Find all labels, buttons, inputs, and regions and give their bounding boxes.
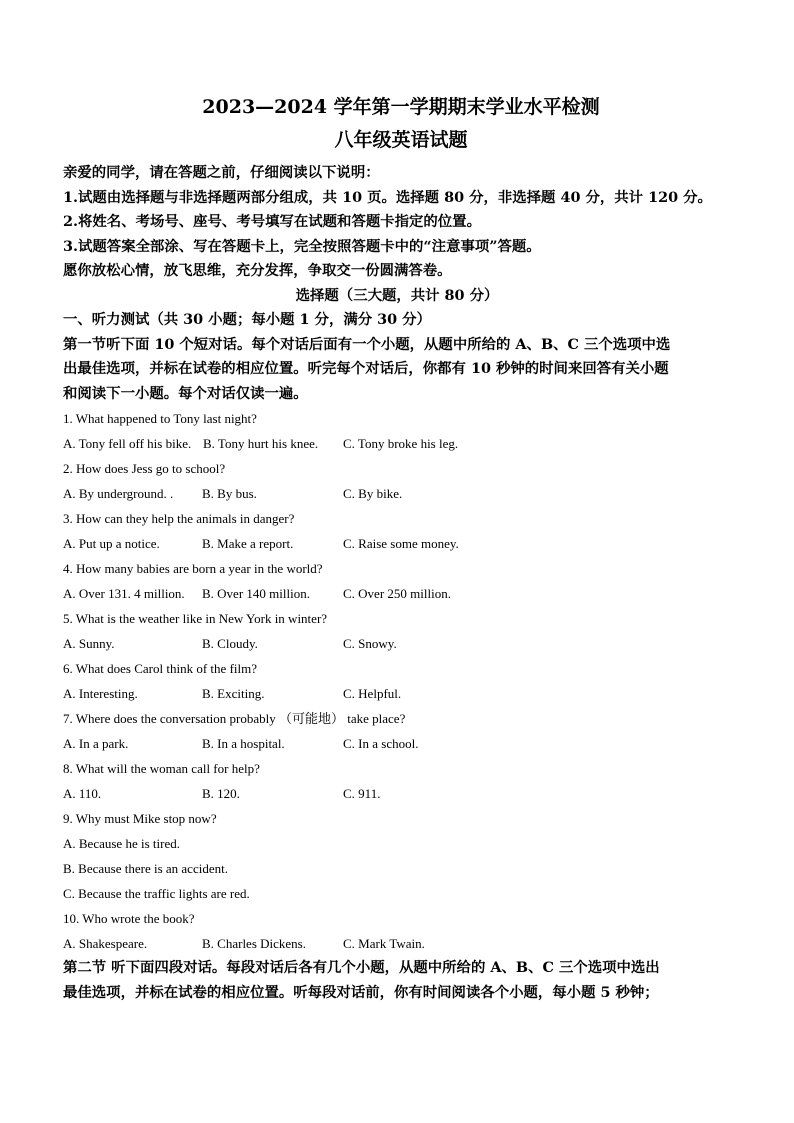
exam-title: 2023—2024 学年第一学期期末学业水平检测 (202, 96, 600, 118)
option-c: C. By bike. (343, 486, 403, 501)
question-text: 5. What is the weather like in New York in winter? (63, 611, 328, 626)
option-b: B. By bus. (202, 486, 257, 501)
option-b: B. Over 140 million. (202, 586, 310, 601)
option-b: B. Because there is an accident. (63, 861, 228, 876)
question-block-9 (63, 806, 731, 906)
option-a: A. By underground. . (63, 486, 174, 501)
option-a: A. Interesting. (63, 686, 138, 701)
options-row (63, 531, 731, 556)
question-block-2 (63, 456, 731, 506)
question-block-7 (63, 706, 731, 756)
option-c: C. 911. (343, 786, 381, 801)
greeting: 亲爱的同学，请在答题之前，仔细阅读以下说明： (63, 164, 380, 181)
part-heading: 选择题（三大题，共计 80 分） (295, 286, 499, 304)
question-text: 2. How does Jess go to school? (63, 461, 226, 476)
question-text: 8. What will the woman call for help? (63, 761, 260, 776)
option-c: C. Raise some money. (343, 536, 459, 551)
option-c: C. Mark Twain. (343, 936, 425, 951)
section1-intro-line-1: 第一节听下面 10 个短对话。每个对话后面有一个小题，从题中所给的 A、B、C 三个选项中选 (63, 335, 671, 353)
section1-heading: 一、听力测试（共 30 小题；每小题 1 分，满分 30 分） (63, 311, 431, 328)
question-block-10 (63, 906, 731, 956)
exam-page (63, 92, 731, 1005)
option-b: B. Tony hurt his knee. (203, 436, 319, 451)
options-row (63, 931, 731, 956)
option-c: C. Over 250 million. (343, 586, 451, 601)
section1-intro-line-3: 和阅读下一小题。每个对话仅读一遍。 (63, 384, 308, 402)
option-c: C. Tony broke his leg. (343, 436, 459, 451)
instruction-item-1: 1.试题由选择题与非选择题两部分组成，共 10 页。选择题 80 分，非选择题 40 分，共计 120 分。 (63, 188, 712, 206)
question-text: 1. What happened to Tony last night? (63, 411, 257, 426)
option-c: C. Because the traffic lights are red. (63, 886, 250, 901)
option-a: A. In a park. (63, 736, 129, 751)
option-b: B. Make a report. (202, 536, 294, 551)
question-block-6 (63, 656, 731, 706)
options-row (63, 431, 731, 456)
option-c: C. Helpful. (343, 686, 402, 701)
option-b: B. Cloudy. (202, 636, 258, 651)
option-a: A. 110. (63, 786, 102, 801)
option-a: A. Over 131. 4 million. (63, 586, 185, 601)
exam-subtitle: 八年级英语试题 (334, 129, 468, 151)
option-b: B. Charles Dickens. (202, 936, 306, 951)
question-block-4 (63, 556, 731, 606)
option-b: B. Exciting. (202, 686, 265, 701)
section1-intro-line-2: 出最佳选项，并标在试卷的相应位置。听完每个对话后，你都有 10 秒钟的时间来回答有关小题 (63, 360, 669, 377)
option-a: A. Tony fell off his bike. (63, 436, 192, 451)
option-a: A. Because he is tired. (63, 836, 180, 851)
question-text: 10. Who wrote the book? (63, 911, 195, 926)
question-block-3 (63, 506, 731, 556)
options-row (63, 581, 731, 606)
question-block-8 (63, 756, 731, 806)
option-a: A. Put up a notice. (63, 536, 160, 551)
options-row (63, 731, 731, 756)
question-text: 6. What does Carol think of the film? (63, 661, 257, 676)
options-row (63, 781, 731, 806)
question-text: 9. Why must Mike stop now? (63, 811, 217, 826)
option-a: A. Sunny. (63, 636, 115, 651)
option-c: C. In a school. (343, 736, 419, 751)
section2-intro-line-2: 最佳选项，并标在试卷的相应位置。听每段对话前，你有时间阅读各个小题，每小题 5 秒钟； (63, 983, 659, 1001)
instruction-item-2: 2.将姓名、考场号、座号、考号填写在试题和答题卡指定的位置。 (63, 213, 481, 230)
question-text: 7. Where does the conversation probably （可能地） take place? (63, 711, 406, 726)
options-row (63, 681, 731, 706)
instruction-item-3: 3.试题答案全部涂、写在答题卡上，完全按照答题卡中的“注意事项”答题。 (63, 237, 541, 255)
option-a: A. Shakespeare. (63, 936, 148, 951)
question-text: 3. How can they help the animals in danger? (63, 511, 295, 526)
question-text: 4. How many babies are born a year in the world? (63, 561, 323, 576)
question-block-5 (63, 606, 731, 656)
option-b: B. 120. (202, 786, 240, 801)
options-row (63, 481, 731, 506)
wish-text: 愿你放松心情，放飞思维，充分发挥，争取交一份圆满答卷。 (63, 262, 452, 279)
option-c: C. Snowy. (343, 636, 397, 651)
options-row (63, 631, 731, 656)
question-block-1 (63, 406, 731, 456)
section2-intro-line-1: 第二节 听下面四段对话。每段对话后各有几个小题，从题中所给的 A、B、C 三个选项中选出 (63, 959, 660, 976)
option-b: B. In a hospital. (202, 736, 285, 751)
